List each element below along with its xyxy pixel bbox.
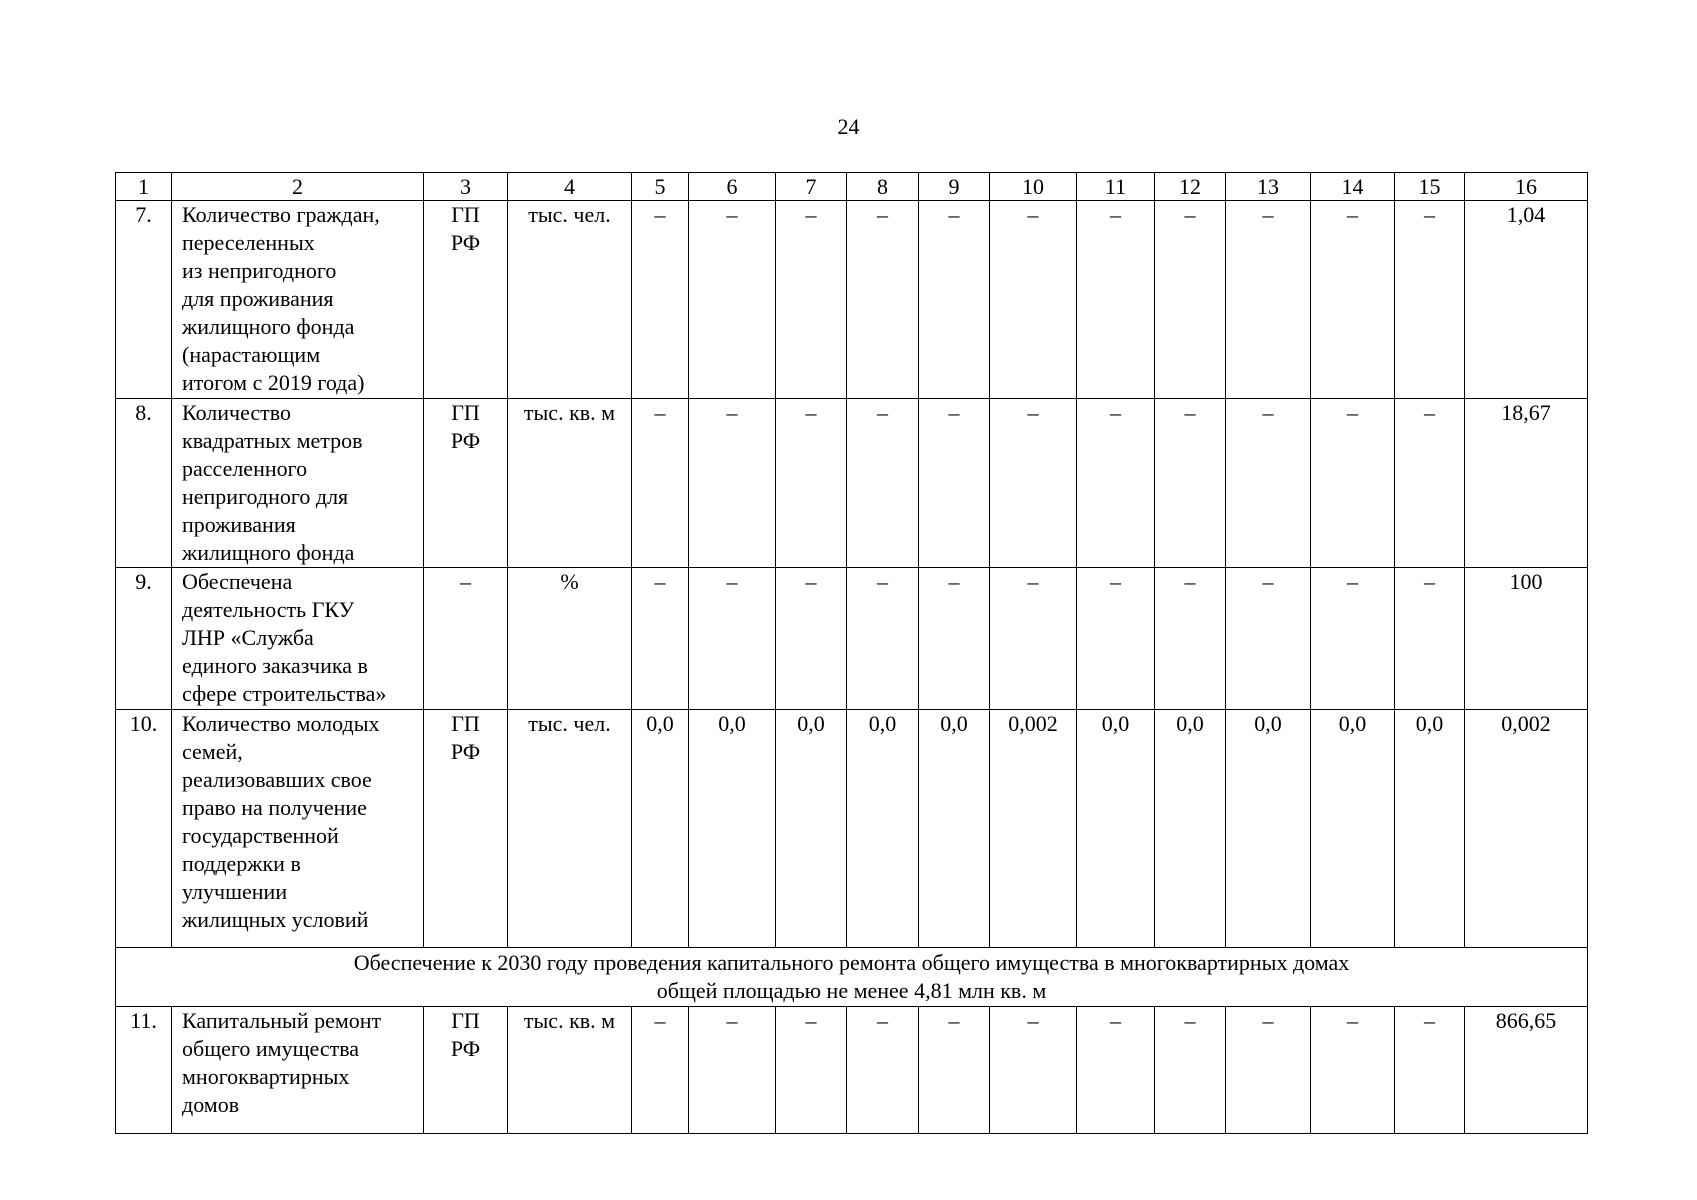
source-line: РФ: [450, 230, 481, 255]
value-cell: 0,0: [1395, 710, 1465, 948]
source-cell: [424, 1007, 508, 1134]
value-cell: –: [919, 201, 990, 399]
value-cell: 0,0: [689, 710, 776, 948]
section-title-line: общей площадью не менее 4,81 млн кв. м: [656, 978, 1047, 1003]
indicator-name: [172, 568, 424, 710]
indicators-table: [115, 172, 1588, 1134]
value-cell: –: [689, 568, 776, 710]
source-line: ГП: [451, 202, 480, 227]
indicator-name: [172, 1007, 424, 1134]
indicator-name-line: Капитальный ремонт: [182, 1008, 382, 1033]
header-cell: 11: [1077, 173, 1155, 201]
indicator-name-line: расселенного: [182, 456, 308, 481]
source-line: ГП: [451, 1008, 480, 1033]
indicator-name-line: семей,: [182, 739, 243, 764]
value-cell: –: [689, 201, 776, 399]
indicator-name-line: Количество молодых: [182, 711, 380, 736]
row-number: 7.: [116, 201, 172, 399]
source-line: –: [460, 569, 471, 594]
header-cell: 4: [508, 173, 632, 201]
value-cell: –: [776, 1007, 847, 1134]
indicator-name-line: из непригодного: [182, 258, 337, 283]
value-cell: –: [632, 1007, 689, 1134]
source-line: ГП: [451, 400, 480, 425]
value-cell: 0,0: [1077, 710, 1155, 948]
value-cell: –: [1155, 1007, 1226, 1134]
section-title-line: Обеспечение к 2030 году проведения капитального ремонта общего имущества в многоквартирных домах: [353, 950, 1350, 975]
value-cell: 0,002: [1465, 710, 1588, 948]
table-header-row: [116, 173, 1588, 201]
header-cell: 13: [1226, 173, 1311, 201]
table-row: [116, 399, 1588, 568]
value-cell: –: [847, 399, 919, 568]
value-cell: 0,0: [1311, 710, 1395, 948]
value-cell: –: [1226, 568, 1311, 710]
value-cell: –: [776, 568, 847, 710]
indicator-name-line: Количество граждан,: [182, 202, 380, 227]
value-cell: 0,0: [1226, 710, 1311, 948]
unit-cell: тыс. чел.: [508, 201, 632, 399]
indicator-name: [172, 201, 424, 399]
header-cell: 10: [990, 173, 1077, 201]
section-title: [116, 948, 1588, 1007]
indicator-name-line: государственной: [182, 823, 339, 848]
indicator-name-line: ЛНР «Служба: [182, 625, 314, 650]
indicator-name-line: реализовавших свое: [182, 767, 372, 792]
value-cell: –: [1395, 399, 1465, 568]
value-cell: –: [919, 1007, 990, 1134]
indicator-name: [172, 399, 424, 568]
table-row: [116, 1007, 1588, 1134]
indicator-name-line: сфере строительства»: [182, 681, 387, 706]
table-row: [116, 201, 1588, 399]
value-cell: 1,04: [1465, 201, 1588, 399]
header-cell: 9: [919, 173, 990, 201]
indicator-name-line: для проживания: [182, 286, 334, 311]
indicator-name-line: (нарастающим: [182, 342, 321, 367]
value-cell: –: [1395, 1007, 1465, 1134]
indicator-name-line: домов: [182, 1092, 240, 1117]
header-cell: 15: [1395, 173, 1465, 201]
indicator-name-line: непригодного для: [182, 484, 349, 509]
value-cell: –: [1311, 1007, 1395, 1134]
value-cell: –: [632, 201, 689, 399]
indicator-name-line: право на получение: [182, 795, 367, 820]
indicator-name-line: итогом с 2019 года): [182, 370, 365, 395]
indicator-name-line: поддержки в: [182, 851, 301, 876]
value-cell: –: [990, 568, 1077, 710]
row-number: 10.: [116, 710, 172, 948]
value-cell: –: [1077, 201, 1155, 399]
row-number: 11.: [116, 1007, 172, 1134]
indicator-name-line: многоквартирных: [182, 1064, 350, 1089]
source-line: РФ: [450, 428, 481, 453]
value-cell: –: [1311, 399, 1395, 568]
value-cell: –: [776, 201, 847, 399]
value-cell: –: [919, 568, 990, 710]
source-line: ГП: [451, 711, 480, 736]
value-cell: –: [1077, 568, 1155, 710]
value-cell: 0,0: [919, 710, 990, 948]
value-cell: –: [689, 399, 776, 568]
header-cell: 12: [1155, 173, 1226, 201]
indicator-name-line: жилищных условий: [182, 907, 369, 932]
source-cell: [424, 201, 508, 399]
header-cell: 7: [776, 173, 847, 201]
indicator-name: [172, 710, 424, 948]
indicator-name-line: Обеспечена: [182, 569, 293, 594]
page-number: 24: [837, 114, 860, 139]
value-cell: –: [632, 568, 689, 710]
value-cell: –: [1226, 201, 1311, 399]
indicator-name-line: деятельность ГКУ: [182, 597, 355, 622]
indicator-name-line: общего имущества: [182, 1036, 360, 1061]
value-cell: 0,0: [847, 710, 919, 948]
value-cell: –: [1395, 568, 1465, 710]
indicator-name-line: жилищного фонда: [182, 540, 355, 565]
indicator-name-line: проживания: [182, 512, 296, 537]
value-cell: 100: [1465, 568, 1588, 710]
unit-cell: тыс. чел.: [508, 710, 632, 948]
header-cell: 16: [1465, 173, 1588, 201]
header-cell: 5: [632, 173, 689, 201]
value-cell: 0,0: [776, 710, 847, 948]
source-line: РФ: [450, 739, 481, 764]
value-cell: –: [1311, 568, 1395, 710]
source-cell: [424, 399, 508, 568]
row-number: 8.: [116, 399, 172, 568]
value-cell: 866,65: [1465, 1007, 1588, 1134]
table-row: [116, 568, 1588, 710]
indicator-name-line: Количество: [182, 400, 292, 425]
value-cell: –: [1077, 1007, 1155, 1134]
source-cell: [424, 710, 508, 948]
value-cell: –: [990, 201, 1077, 399]
value-cell: –: [1395, 201, 1465, 399]
header-cell: 1: [116, 173, 172, 201]
header-cell: 8: [847, 173, 919, 201]
value-cell: –: [1155, 201, 1226, 399]
header-cell: 6: [689, 173, 776, 201]
value-cell: –: [847, 201, 919, 399]
value-cell: –: [689, 1007, 776, 1134]
indicator-name-line: переселенных: [182, 230, 315, 255]
unit-cell: тыс. кв. м: [508, 399, 632, 568]
value-cell: –: [1226, 399, 1311, 568]
value-cell: –: [776, 399, 847, 568]
value-cell: 18,67: [1465, 399, 1588, 568]
value-cell: –: [632, 399, 689, 568]
header-cell: 3: [424, 173, 508, 201]
value-cell: –: [919, 399, 990, 568]
value-cell: –: [1155, 568, 1226, 710]
indicator-name-line: улучшении: [182, 879, 288, 904]
source-line: РФ: [450, 1036, 481, 1061]
section-row: [116, 948, 1588, 1007]
value-cell: –: [990, 399, 1077, 568]
value-cell: 0,0: [1155, 710, 1226, 948]
value-cell: –: [1155, 399, 1226, 568]
value-cell: –: [1077, 399, 1155, 568]
value-cell: –: [847, 1007, 919, 1134]
value-cell: –: [1226, 1007, 1311, 1134]
indicator-name-line: квадратных метров: [182, 428, 363, 453]
value-cell: –: [990, 1007, 1077, 1134]
header-cell: 2: [172, 173, 424, 201]
indicator-name-line: жилищного фонда: [182, 314, 355, 339]
table-row: [116, 710, 1588, 948]
value-cell: 0,0: [632, 710, 689, 948]
value-cell: –: [847, 568, 919, 710]
indicator-name-line: единого заказчика в: [182, 653, 368, 678]
source-cell: [424, 568, 508, 710]
row-number: 9.: [116, 568, 172, 710]
value-cell: –: [1311, 201, 1395, 399]
value-cell: 0,002: [990, 710, 1077, 948]
header-cell: 14: [1311, 173, 1395, 201]
unit-cell: %: [508, 568, 632, 710]
unit-cell: тыс. кв. м: [508, 1007, 632, 1134]
